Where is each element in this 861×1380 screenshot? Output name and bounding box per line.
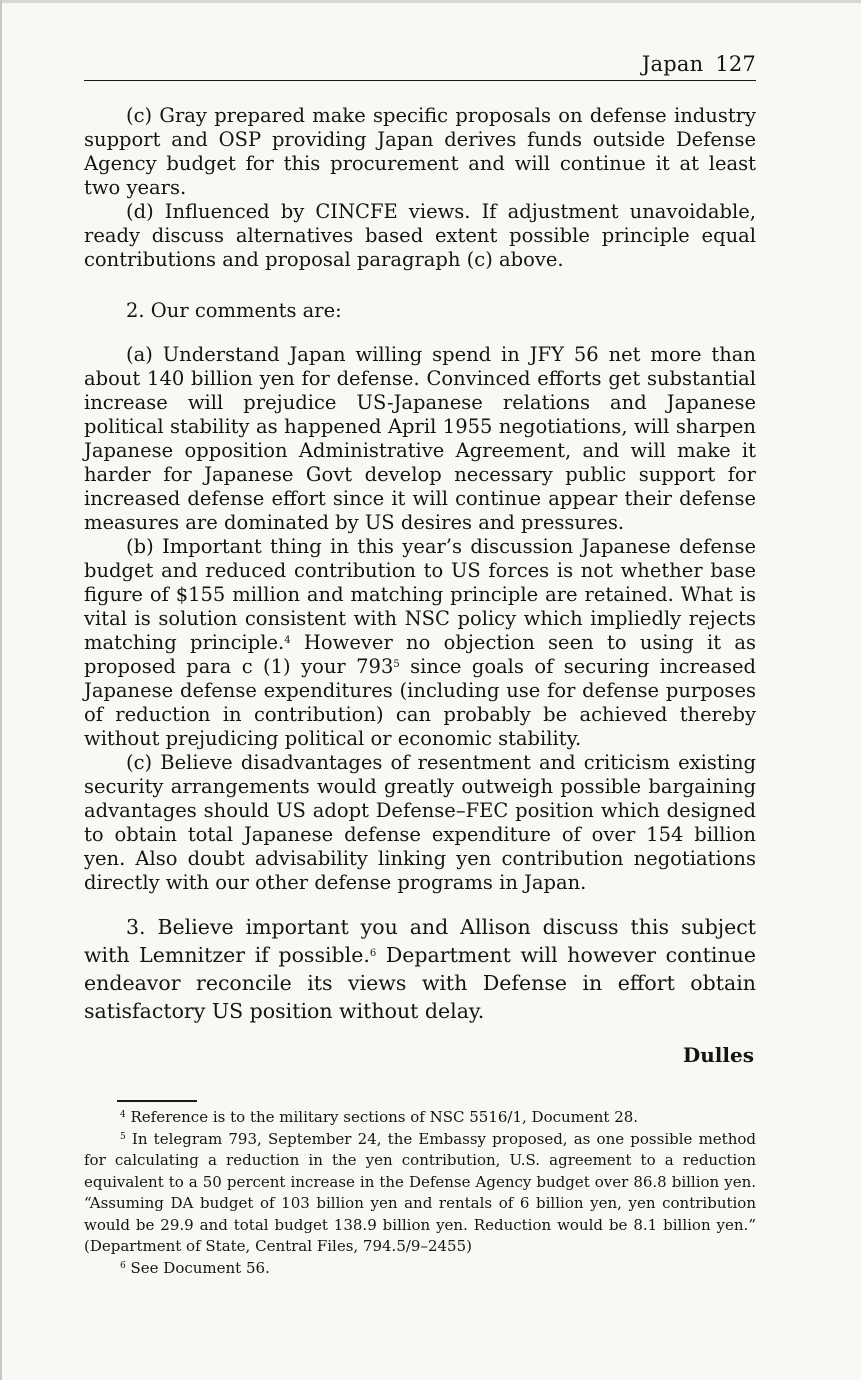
footnote-ref-6: 6 — [369, 948, 377, 959]
footnote-text: Reference is to the military sections of NSC 5516/1, Document 28. — [125, 1108, 639, 1126]
running-title: Japan — [641, 52, 704, 76]
footnote-text: See Document 56. — [125, 1258, 270, 1277]
paragraph-block-2 — [84, 299, 756, 323]
paragraph-2c: (c) Believe disadvantages of resentment and criticism existing security arrangements would greatly outweigh possible bargaining advantages should US adopt Defense–FEC position which designed to obtain total Japanese defense expenditure of over 154 billion yen. Also doubt advisability linking yen contribution negotiations directly with our other defense programs in Japan. — [84, 751, 756, 894]
page-top-edge — [2, 0, 861, 3]
paragraph-d-influenced: (d) Influenced by CINCFE views. If adjustment unavoidable, ready discuss alternatives based extent possible principle equal contributions and proposal paragraph (c) above. — [84, 200, 756, 271]
footnote-marker: 4 — [120, 1110, 126, 1120]
footnote-6 — [84, 1258, 756, 1280]
footnote-4 — [84, 1107, 756, 1129]
footnote-text: In telegram 793, September 24, the Embassy proposed, as one possible method for calculating a reduction in the yen contribution, U.S. agreement to a reduction equivalent to a 50 percent increase in the Defense Agency budget over 86.8 billion yen. “Assuming DA budget of 103 billion yen and rentals of 6 billion yen, yen contribution would be 29.9 and total budget 138.9 billion yen. Reduction would be 8.1 billion yen.” (Department of State, Central Files, 794.5/9–2455) — [84, 1129, 756, 1255]
paragraph-block-1 — [84, 104, 756, 272]
paragraph-block-4 — [84, 913, 756, 1025]
paragraph-3-part1: 3. Believe important you and Allison discuss this subject with Lemnitzer if possible. — [84, 915, 756, 967]
paragraph-c-gray: (c) Gray prepared make specific proposals on defense industry support and OSP providing Japan derives funds outside Defense Agency budget for this procurement and will continue it at least two years. — [84, 104, 756, 199]
footnotes — [84, 1107, 756, 1279]
paragraph-2b-part2: However no objection seen to using it as proposed para c (1) your 793 — [84, 631, 757, 678]
footnote-ref-4: 4 — [284, 635, 291, 646]
section-2-heading: 2. Our comments are: — [126, 299, 342, 322]
signature: Dulles — [682, 1043, 754, 1067]
footnote-ref-5: 5 — [393, 659, 400, 670]
paragraph-2b — [84, 535, 756, 751]
header-text — [630, 52, 756, 76]
paragraph-2b-part3: since goals of securing increased Japanese defense expenditures (including use for defense purposes of reduction in contribution) can probably be achieved thereby without prejudicing political or economic stability. — [84, 655, 757, 750]
footnote-marker: 6 — [120, 1260, 126, 1271]
paragraph-3 — [84, 913, 756, 1025]
footnote-5 — [84, 1129, 756, 1258]
paragraph-2a: (a) Understand Japan willing spend in JFY 56 net more than about 140 billion yen for defense. Convinced efforts get substantial increase will prejudice US-Japanese relations and Japanese political stability as happened April 1955 negotiations, will sharpen Japanese opposition Administrative Agreement, and will make it harder for Japanese Govt develop necessary public support for increased defense effort since it will continue appear their defense measures are dominated by US desires and pressures. — [84, 343, 756, 534]
paragraph-2b-part1: (b) Important thing in this year’s discussion Japanese defense budget and reduced contribution to US forces is not whether base figure of $155 million and matching principle are retained. What is vital is solution consistent with NSC policy which impliedly rejects matching principle. — [84, 535, 756, 654]
page-number: 127 — [715, 52, 756, 76]
footnote-divider — [117, 1100, 197, 1102]
running-header — [84, 52, 756, 81]
footnote-marker: 5 — [120, 1131, 126, 1142]
paragraph-3-part2: Department will however continue endeavor reconcile its views with Defense in effort obtain satisfactory US position without delay. — [84, 943, 756, 1023]
paragraph-block-3 — [84, 343, 756, 895]
